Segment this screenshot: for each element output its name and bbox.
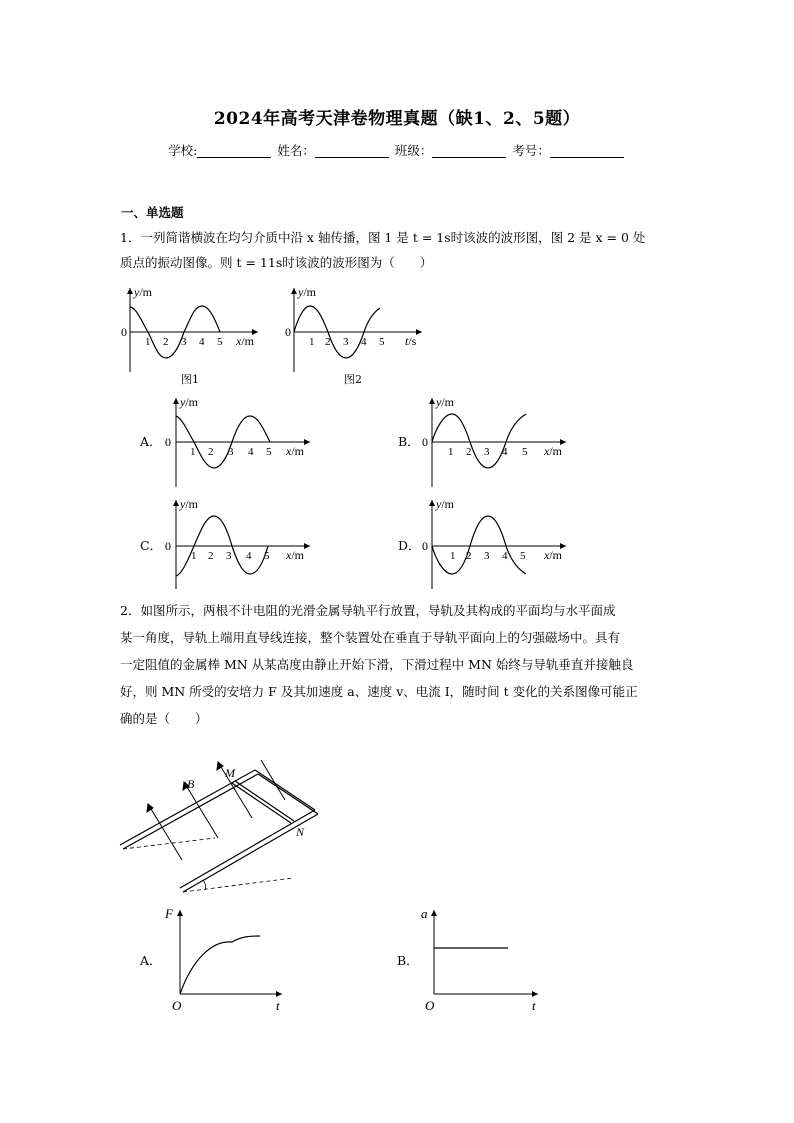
q1-option-d-label[interactable]: D． [398,538,421,553]
class-blank [432,143,506,158]
number-blank [550,143,624,158]
q1-option-b-label[interactable]: B． [398,434,420,449]
svg-text:2: 2 [466,446,472,458]
svg-text:0: 0 [422,539,428,553]
svg-text:0: 0 [165,435,171,449]
q2-option-b-graph[interactable] [418,900,548,1015]
svg-text:x/m: x/m [286,548,304,562]
q1-option-b-graph[interactable] [420,392,580,490]
svg-text:O: O [172,998,182,1013]
svg-text:4: 4 [246,550,252,562]
svg-text:x/m: x/m [286,444,304,458]
svg-text:3: 3 [181,336,187,348]
svg-text:x/m: x/m [544,444,562,458]
svg-text:0: 0 [165,539,171,553]
q1-line1: 1．一列简谐横波在均匀介质中沿 x 轴传播，图 1 是 t = 1s时该波的波形图，图 2 是 x = 0 处 [120,230,646,245]
fig1-caption: 图1 [181,373,199,386]
svg-text:x/m: x/m [544,548,562,562]
q1-figure2 [284,282,434,377]
q2-option-b-label[interactable]: B． [397,953,419,968]
svg-text:3: 3 [226,550,232,562]
y-label: y/m [134,285,152,299]
svg-text:0: 0 [285,325,291,339]
svg-text:1: 1 [450,550,456,562]
q2-option-a-graph[interactable] [162,900,292,1015]
number-label: 考号： [512,143,550,158]
svg-text:F: F [165,906,173,921]
q2-text: 2．如图所示，两根不计电阻的光滑金属导轨平行放置，导轨及其构成的平面均与水平面成 某一角度，导轨上端用直导线连接，整个装置处在垂直于导轨平面向上的匀强磁场中。具有 一定阻值的金属棒 MN 从某高度由静止开始下滑，下滑过程中 MN 始终与导轨垂直并接触良 好，则 MN 所受的安培力 F 及其加速度 a、速度 v、电流 I，随时间 t 变化的关系图像可能正 确的是（ ） [120,603,638,726]
svg-text:0: 0 [422,435,428,449]
svg-text:3: 3 [484,550,490,562]
svg-text:2: 2 [466,550,472,562]
class-label: 班级： [394,143,433,158]
svg-text:1: 1 [190,446,196,458]
svg-text:3: 3 [343,336,349,348]
svg-text:y/m: y/m [436,395,454,409]
svg-text:5: 5 [217,336,223,348]
school-blank [197,143,271,158]
section-title: 一、单选题 [121,205,184,220]
page-title: 2024年高考天津卷物理真题（缺1、2、5题） [213,109,581,129]
svg-text:4: 4 [502,550,508,562]
svg-text:3: 3 [484,446,490,458]
svg-text:1: 1 [309,336,315,348]
q1-option-c-label[interactable]: C． [140,538,163,553]
svg-text:5: 5 [379,336,385,348]
name-blank [315,143,389,158]
svg-text:t: t [532,998,536,1013]
q1-option-a-graph[interactable] [162,392,322,490]
svg-text:y/m: y/m [180,497,198,511]
svg-text:4: 4 [248,446,254,458]
q1-option-a-label[interactable]: A． [140,434,162,449]
q1-figure1 [118,282,268,377]
fig2-caption: 图2 [344,373,362,386]
q1-option-c-graph[interactable] [162,494,322,592]
svg-text:5: 5 [266,446,272,458]
svg-text:a: a [421,906,428,921]
svg-text:2: 2 [208,446,214,458]
svg-text:t: t [276,998,280,1013]
q2-option-a-label[interactable]: A． [140,953,162,968]
label-m: M [225,766,235,780]
svg-text:4: 4 [199,336,205,348]
svg-text:4: 4 [361,336,367,348]
svg-text:2: 2 [163,336,169,348]
svg-text:2: 2 [325,336,331,348]
svg-text:4: 4 [502,446,508,458]
svg-text:1: 1 [191,550,197,562]
name-label: 姓名： [277,143,315,158]
q2-rail-diagram [115,760,330,900]
q1-line2: 质点的振动图像。则 t = 11s时该波的波形图为（ ） [120,255,433,270]
svg-text:y/m: y/m [298,285,316,299]
svg-text:y/m: y/m [180,395,198,409]
student-info-line [0,141,794,159]
svg-text:5: 5 [264,550,270,562]
svg-text:t/s: t/s [405,334,417,348]
svg-text:2: 2 [208,550,214,562]
q1-option-d-graph[interactable] [420,494,580,592]
svg-text:O: O [425,998,435,1013]
svg-text:5: 5 [522,446,528,458]
svg-text:3: 3 [228,446,234,458]
school-label: 学校: [168,143,198,158]
label-n: N [296,825,305,839]
svg-text:1: 1 [145,336,151,348]
svg-text:5: 5 [520,550,526,562]
origin-label: 0 [121,325,127,339]
q1-text [120,225,680,275]
svg-text:1: 1 [448,446,454,458]
x-label: x/m [236,334,254,348]
svg-text:y/m: y/m [436,497,454,511]
label-b: B [187,777,195,791]
